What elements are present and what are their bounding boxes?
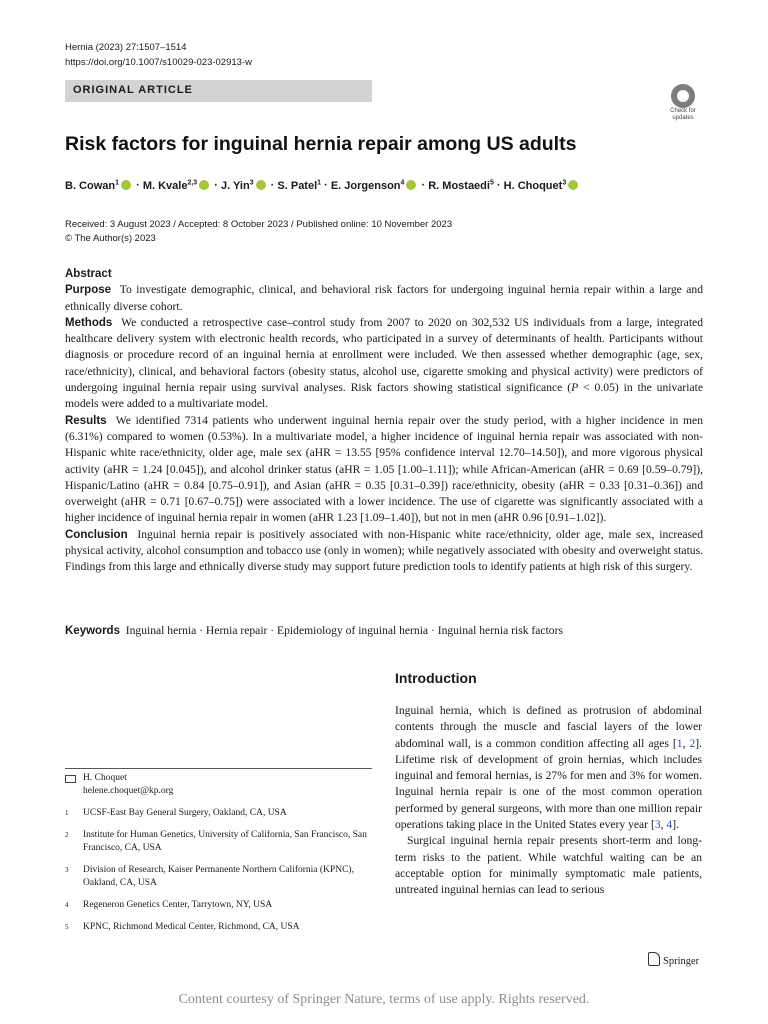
affiliation: 3 Division of Research, Kaiser Permanente Northern California (KPNC), Oakland, CA, USA <box>65 865 354 888</box>
keywords <box>65 624 563 637</box>
abstract-methods: Methods We conducted a retrospective case–control study from 2007 to 2020 on 302,532 US individuals from a large, integrated healthcare delivery system with electronic health records, who participated in a survey of determinants of health. Participants without diagnosis or procedure record of an inguinal hernia at enrollment were included. We then assessed whether demographic (age, sex, race/ethnicity), clinical, and behavioral factors (obesity status, alcohol use, cigarette smoking and physical activity) were predictors of undergoing inguinal hernia repair using survival analyses. Risk factors showing statistical significance (P < 0.05) in the univariate models were added to a multivariate model. <box>65 315 704 411</box>
abstract <box>65 266 703 576</box>
check-updates-label: Check for updates <box>670 108 696 121</box>
author-list: B. Cowan$^1$ · M. Kvale$^{2,3}$ · J. Yin$^3$ · S. Patel$^1$ · E. Jorgenson$^4$ · R. Mostaedi$^5$ · H. Choquet$^3$ <box>65 179 580 192</box>
check-updates-icon <box>671 84 695 108</box>
intro-paragraph: Surgical inguinal hernia repair presents short-term and long-term risks to the patient. While watchful waiting can be an acceptable option for minimally symptomatic male patients, untreated inguinal hernias can lead to serious <box>395 834 702 897</box>
corresponding-author <box>65 772 372 798</box>
publisher-name: Springer <box>663 956 700 967</box>
journal-citation: Hernia (2023) 27:1507–1514 <box>65 42 187 53</box>
publication-dates <box>65 218 452 246</box>
citation-link[interactable]: 4 <box>666 818 673 832</box>
check-for-updates-badge[interactable] <box>665 84 701 124</box>
orcid-icon[interactable] <box>121 180 131 190</box>
article-title: Risk factors for inguinal hernia repair among US adults <box>65 133 577 155</box>
footnote-divider <box>65 768 372 769</box>
copyright-line: © The Author(s) 2023 <box>65 233 156 244</box>
affiliation: 5 KPNC, Richmond Medical Center, Richmond, CA, USA <box>65 922 300 932</box>
affiliation: 2 Institute for Human Genetics, University of California, San Francisco, San Francisco, CA, USA <box>65 830 367 853</box>
author-name[interactable]: J. Yin$^3$ <box>220 179 254 192</box>
author-name[interactable]: E. Jorgenson$^4$ <box>330 179 405 192</box>
corresponding-email[interactable]: helene.choquet@kp.org <box>83 786 174 796</box>
article-type-label: ORIGINAL ARTICLE <box>73 84 193 96</box>
affiliation: 1 UCSF-East Bay General Surgery, Oakland, CA, USA <box>65 808 287 818</box>
journal-meta <box>65 40 252 70</box>
abstract-results: Results We identified 7314 patients who underwent inguinal hernia repair over the study period, with a higher incidence in men (6.31%) compared to women (0.53%). In a multivariate model, a higher incidence of inguinal hernia repair was associated with non-Hispanic white race/ethnicity, older age, male sex (aHR = 13.55 [95% confidence interval 12.70–14.50]), and more vigorous physical activity (aHR = 1.24 [0.045]), and alcohol drinker status (aHR = 1.05 [1.00–1.11]); while African-American (aHR = 0.69 [0.59–0.79]), Hispanic/Latino (aHR = 0.84 [0.75–0.91]), and Asian (aHR = 0.35 [0.31–0.39]) race/ethnicity, obesity (aHR = 0.33 [0.31–0.36]) and overweight (aHR = 0.71 [0.67–0.75]) were associated with a lower incidence. The use of cigarette was significantly associated with a higher incidence of inguinal hernia repair in women (aHR 1.23 [1.09–1.40]), but not in men (aHR 0.96 [0.91–1.02]). <box>65 413 703 525</box>
springer-horse-icon <box>648 952 660 966</box>
orcid-icon[interactable] <box>406 180 416 190</box>
affiliation: 4 Regeneron Genetics Center, Tarrytown, NY, USA <box>65 900 273 910</box>
courtesy-notice: Content courtesy of Springer Nature, terms of use apply. Rights reserved. <box>178 992 590 1007</box>
dates-line: Received: 3 August 2023 / Accepted: 8 October 2023 / Published online: 10 November 2023 <box>65 219 453 230</box>
abstract-purpose: Purpose To investigate demographic, clinical, and behavioral risk factors for undergoing inguinal hernia repair within a large and ethnically diverse cohort. <box>65 283 704 313</box>
abstract-conclusion: Conclusion Inguinal hernia repair is positively associated with non-Hispanic white race/ethnicity, older age, male sex, increased physical activity, alcohol consumption and tobacco use (only in women); while negatively associated with obesity and overweight status. Findings from this large and ethnically diverse study may support future prediction tools to identify patients at high risk of this surgery. <box>65 527 703 574</box>
introduction-body <box>395 703 702 899</box>
publisher-logo <box>648 952 699 967</box>
author-name[interactable]: R. Mostaedi$^5$ <box>428 179 494 192</box>
author-name[interactable]: S. Patel$^1$ <box>277 179 322 192</box>
author-name[interactable]: M. Kvale$^{2,3}$ <box>142 179 198 192</box>
introduction-heading: Introduction <box>395 670 477 686</box>
abstract-heading: Abstract <box>65 268 112 280</box>
keywords-text: Inguinal hernia · Hernia repair · Epidemiology of inguinal hernia · Inguinal hernia risk factors <box>125 624 563 637</box>
doi-link[interactable]: https://doi.org/10.1007/s10029-023-02913-w <box>65 57 252 68</box>
intro-paragraph: Inguinal hernia, which is defined as protrusion of abdominal contents through the muscle and fascial layers of the lower abdominal wall, is a common condition affecting all ages [1, 2]. Lifetime risk of development of groin hernias, which includes inguinal and femoral hernias, is 27% for men and 3% for women. Inguinal hernia repair is one of the most common operation performed by general surgeons, with more than one million repair operations taking place in the United States every year [3, 4]. <box>395 704 703 832</box>
orcid-icon[interactable] <box>568 180 578 190</box>
footnotes <box>65 772 372 943</box>
corresponding-name: H. Choquet <box>83 773 127 783</box>
article-type-banner <box>65 80 372 102</box>
orcid-icon[interactable] <box>199 180 209 190</box>
citation-link[interactable]: 3 <box>654 818 661 832</box>
author-name[interactable]: H. Choquet$^3$ <box>503 179 567 192</box>
citation-link[interactable]: 1 <box>676 736 683 750</box>
orcid-icon[interactable] <box>256 180 266 190</box>
author-name[interactable]: B. Cowan$^1$ <box>65 179 120 192</box>
envelope-icon <box>65 775 76 783</box>
citation-link[interactable]: 2 <box>689 736 696 750</box>
keywords-label: Keywords <box>65 625 120 637</box>
